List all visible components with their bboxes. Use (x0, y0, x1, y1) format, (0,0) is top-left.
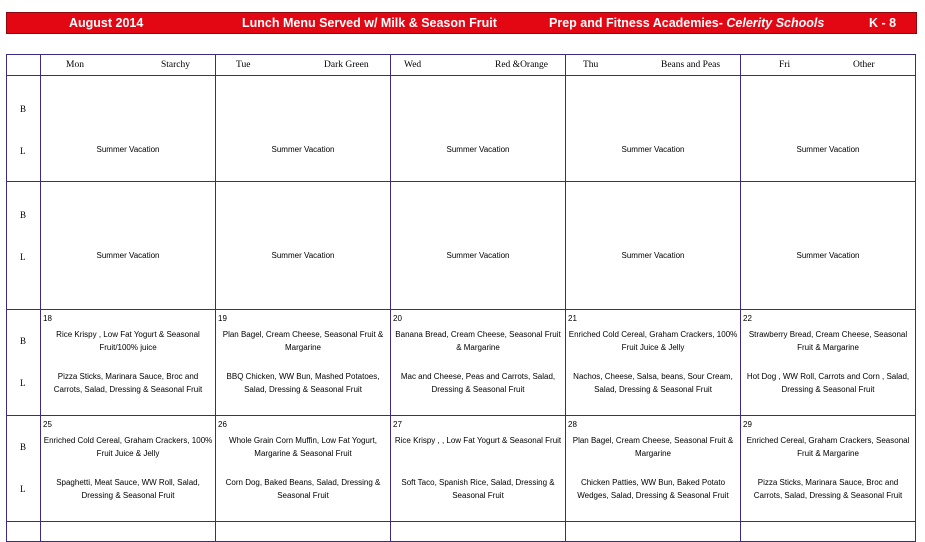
day-cell: Summer Vacation (216, 182, 391, 310)
meal-label-cell (7, 522, 41, 542)
breakfast-menu: Enriched Cereal, Graham Crackers, Seasonal Fruit & Margarine (746, 436, 910, 458)
menu-title: Lunch Menu Served w/ Milk & Season Fruit (242, 16, 497, 30)
breakfast-menu: Enriched Cold Cereal, Graham Crackers, 100% Fruit Juice & Jelly (568, 330, 738, 352)
header-fri: Fri Other (741, 55, 916, 76)
week-row (7, 416, 916, 522)
day-cell: 26 Whole Grain Corn Muffin, Low Fat Yogurt, Margarine & Seasonal Fruit Corn Dog, Baked Beans, Salad, Dressing & Seasonal Fruit (216, 416, 391, 522)
day-cell: Summer Vacation (566, 76, 741, 182)
day-cell: 28 Plan Bagel, Cream Cheese, Seasonal Fruit & Margarine Chicken Patties, WW Bun, Baked Potato Wedges, Salad, Dressing & Seasonal Fruit (566, 416, 741, 522)
corner-cell (7, 55, 41, 76)
day-cell: 27 Rice Krispy , , Low Fat Yogurt & Seasonal Fruit Soft Taco, Spanish Rice, Salad, Dressing & Seasonal Fruit (391, 416, 566, 522)
week-row (7, 76, 916, 182)
breakfast-menu: Plan Bagel, Cream Cheese, Seasonal Fruit & Margarine (572, 436, 734, 458)
day-cell: Summer Vacation (41, 76, 216, 182)
breakfast-menu: Banana Bread, Cream Cheese, Seasonal Fruit & Margarine (395, 330, 561, 352)
day-cell: Summer Vacation (741, 182, 916, 310)
lunch-menu: Hot Dog , WW Roll, Carrots and Corn , Salad, Dressing & Seasonal Fruit (746, 372, 910, 394)
breakfast-menu: Plan Bagel, Cream Cheese, Seasonal Fruit & Margarine (222, 330, 384, 352)
day-cell: Summer Vacation (216, 76, 391, 182)
lunch-menu: Pizza Sticks, Marinara Sauce, Broc and Carrots, Salad, Dressing & Seasonal Fruit (53, 372, 203, 394)
breakfast-menu: Strawberry Bread, Cream Cheese, Seasonal Fruit & Margarine (748, 330, 908, 352)
day-cell: 25 Enriched Cold Cereal, Graham Crackers, 100% Fruit Juice & Jelly Spaghetti, Meat Sauce, WW Roll, Salad, Dressing & Seasonal Fruit (41, 416, 216, 522)
lunch-menu: Spaghetti, Meat Sauce, WW Roll, Salad, Dressing & Seasonal Fruit (56, 478, 200, 500)
week-row (7, 522, 916, 542)
day-cell: 20 Banana Bread, Cream Cheese, Seasonal Fruit & Margarine Mac and Cheese, Peas and Carrots, Salad, Dressing & Seasonal Fruit (391, 310, 566, 416)
breakfast-menu: Whole Grain Corn Muffin, Low Fat Yogurt, Margarine & Seasonal Fruit (229, 436, 377, 458)
lunch-menu: Chicken Patties, WW Bun, Baked Potato Wedges, Salad, Dressing & Seasonal Fruit (577, 478, 729, 500)
day-cell (741, 522, 916, 542)
day-cell (391, 522, 566, 542)
menu-calendar (6, 54, 916, 542)
breakfast-menu: Enriched Cold Cereal, Graham Crackers, 100% Fruit Juice & Jelly (43, 436, 213, 458)
lunch-menu: Nachos, Cheese, Salsa, beans, Sour Cream, Salad, Dressing & Seasonal Fruit (573, 372, 733, 394)
header-tue: Tue Dark Green (216, 55, 391, 76)
breakfast-menu: Rice Krispy , Low Fat Yogurt & Seasonal Fruit/100% juice (56, 330, 200, 352)
header-thu: Thu Beans and Peas (566, 55, 741, 76)
day-cell: 19 Plan Bagel, Cream Cheese, Seasonal Fruit & Margarine BBQ Chicken, WW Bun, Mashed Potatoes, Salad, Dressing & Seasonal Fruit (216, 310, 391, 416)
meal-label-cell: B L (7, 76, 41, 182)
week-row (7, 310, 916, 416)
lunch-menu: BBQ Chicken, WW Bun, Mashed Potatoes, Salad, Dressing & Seasonal Fruit (226, 372, 380, 394)
lunch-menu: Pizza Sticks, Marinara Sauce, Broc and Carrots, Salad, Dressing & Seasonal Fruit (753, 478, 903, 500)
week-row (7, 182, 916, 310)
day-cell (41, 522, 216, 542)
grade-range: K - 8 (869, 16, 897, 30)
lunch-menu: Soft Taco, Spanish Rice, Salad, Dressing & Seasonal Fruit (401, 478, 555, 500)
day-cell: Summer Vacation (391, 76, 566, 182)
day-cell: Summer Vacation (391, 182, 566, 310)
breakfast-menu: Rice Krispy , , Low Fat Yogurt & Seasonal Fruit (394, 436, 562, 445)
day-cell (566, 522, 741, 542)
day-cell: 18 Rice Krispy , Low Fat Yogurt & Seasonal Fruit/100% juice Pizza Sticks, Marinara Sauce, Broc and Carrots, Salad, Dressing & Seasonal Fruit (41, 310, 216, 416)
day-cell: Summer Vacation (41, 182, 216, 310)
header-mon: Mon Starchy (41, 55, 216, 76)
header-wed: Wed Red &Orange (391, 55, 566, 76)
month-label: August 2014 (69, 16, 144, 30)
day-cell (216, 522, 391, 542)
day-cell: 21 Enriched Cold Cereal, Graham Crackers, 100% Fruit Juice & Jelly Nachos, Cheese, Salsa, beans, Sour Cream, Salad, Dressing & Seasonal Fruit (566, 310, 741, 416)
day-cell: 22 Strawberry Bread, Cream Cheese, Seasonal Fruit & Margarine Hot Dog , WW Roll, Carrots and Corn , Salad, Dressing & Seasonal Fruit (741, 310, 916, 416)
day-cell: 29 Enriched Cereal, Graham Crackers, Seasonal Fruit & Margarine Pizza Sticks, Marinara Sauce, Broc and Carrots, Salad, Dressing & Seasonal Fruit (741, 416, 916, 522)
title-banner (6, 12, 917, 34)
lunch-menu: Corn Dog, Baked Beans, Salad, Dressing & Seasonal Fruit (225, 478, 381, 500)
school-name: Prep and Fitness Academies- Celerity Schools (549, 16, 825, 30)
weekday-header-row (7, 55, 916, 76)
meal-label-cell: B L (7, 416, 41, 522)
meal-label-cell: B L (7, 182, 41, 310)
day-cell: Summer Vacation (741, 76, 916, 182)
day-cell: Summer Vacation (566, 182, 741, 310)
meal-label-cell: B L (7, 310, 41, 416)
lunch-menu: Mac and Cheese, Peas and Carrots, Salad, Dressing & Seasonal Fruit (400, 372, 556, 394)
